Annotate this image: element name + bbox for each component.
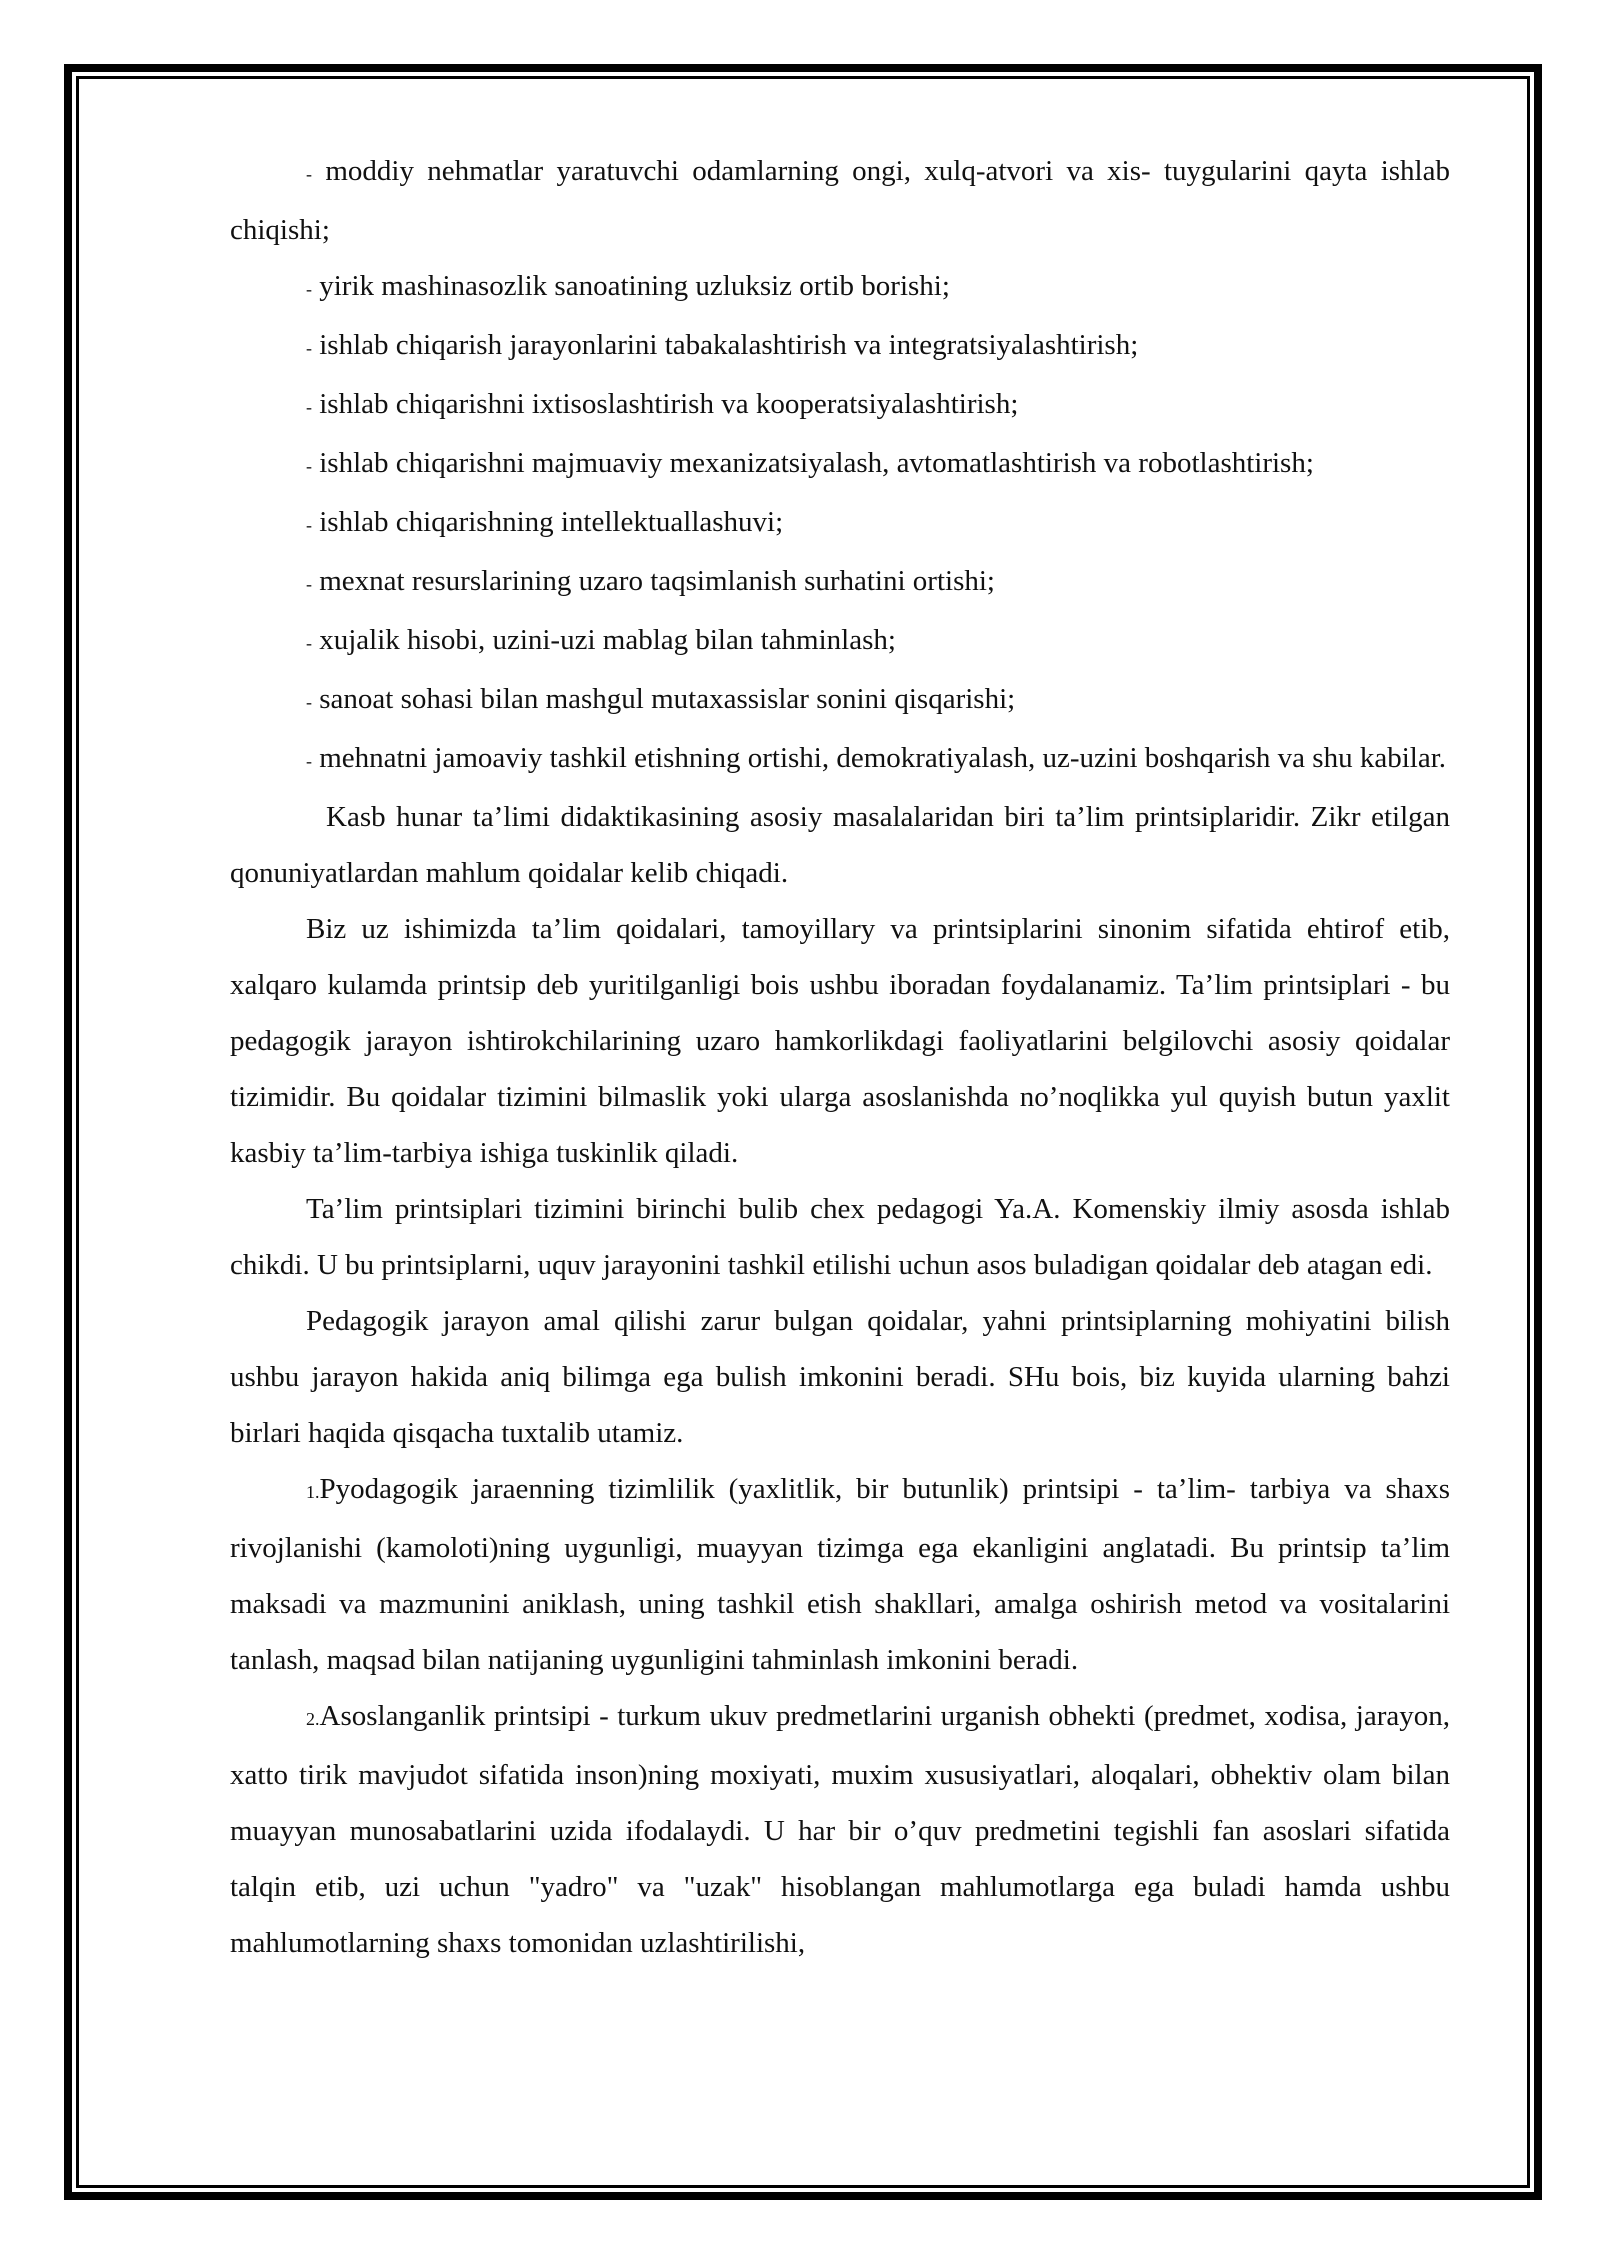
list-item: - moddiy nehmatlar yaratuvchi odamlarning ongi, xulq-atvori va xis- tuygularini qayta ishlab chiqishi; [230, 155, 1450, 246]
numbered-item: 2.Asoslanganlik printsipi - turkum ukuv predmetlarini urganish obhekti (predmet, xodisa, jarayon, xatto tirik mavjudot sifatida inson)ning moxiyati, muxim xususiyatlari, aloqalari, obhektiv olam bilan muayyan munosabatlarini uzida ifodalaydi. U har bir o’quv predmetini tegishli fan asoslari sifatida talqin etib, uzi uchun "yadro" va "uzak" hisoblangan mahlumotlarga ega buladi hamda ushbu mahlumotlarning shaxs tomonidan uzlashtirilishi, [230, 1700, 1450, 1959]
list-item: - sanoat sohasi bilan mashgul mutaxassislar sonini qisqarishi; [306, 683, 1016, 715]
list-item: - ishlab chiqarish jarayonlarini tabakalashtirish va integratsiyalashtirish; [306, 329, 1139, 361]
list-item: - ishlab chiqarishning intellektuallashuvi; [306, 506, 784, 538]
numbered-item: 1.Pyodagogik jaraenning tizimlilik (yaxlitlik, bir butunlik) printsipi - ta’lim- tarbiya va shaxs rivojlanishi (kamoloti)ning uygunligi, muayyan tizimga ega ekanligini anglatadi. Bu printsip ta’lim maksadi va mazmunini aniklash, uning tashkil etish shakllari, amalga oshirish metod va vositalarini tanlash, maqsad bilan natijaning uygunligini tahminlash imkonini beradi. [230, 1473, 1450, 1676]
paragraph: Kasb hunar ta’limi didaktikasining asosiy masalalaridan biri ta’lim printsiplaridir. Zikr etilgan qonuniyatlardan mahlum qoidalar kelib chiqadi. [230, 801, 1450, 889]
list-item: - mehnatni jamoaviy tashkil etishning ortishi, demokratiyalash, uz-uzini boshqarish va shu kabilar. [306, 742, 1447, 774]
list-item: - ishlab chiqarishni majmuaviy mexanizatsiyalash, avtomatlashtirish va robotlashtirish; [306, 447, 1314, 479]
page-content [230, 143, 1450, 1971]
paragraph: Ta’lim printsiplari tizimini birinchi bulib chex pedagogi Ya.A. Komenskiy ilmiy asosda ishlab chikdi. U bu printsiplarni, uquv jarayonini tashkil etilishi uchun asos buladigan qoidalar deb atagan edi. [230, 1193, 1450, 1281]
paragraph: Biz uz ishimizda ta’lim qoidalari, tamoyillary va printsiplarini sinonim sifatida ehtirof etib, xalqaro kulamda printsip deb yuritilganligi bois ushbu iboradan foydalanamiz. Ta’lim printsiplari - bu pedagogik jarayon ishtirokchilarining uzaro hamkorlikdagi faoliyatlarini belgilovchi asosiy qoidalar tizimidir. Bu qoidalar tizimini bilmaslik yoki ularga asoslanishda no’noqlikka yul quyish butun yaxlit kasbiy ta’lim-tarbiya ishiga tuskinlik qiladi. [230, 913, 1450, 1169]
list-item: - xujalik hisobi, uzini-uzi mablag bilan tahminlash; [306, 624, 896, 656]
list-item: - mexnat resurslarining uzaro taqsimlanish surhatini ortishi; [306, 565, 995, 597]
list-item: - ishlab chiqarishni ixtisoslashtirish va kooperatsiyalashtirish; [306, 388, 1019, 420]
list-item: - yirik mashinasozlik sanoatining uzluksiz ortib borishi; [306, 270, 950, 302]
paragraph: Pedagogik jarayon amal qilishi zarur bulgan qoidalar, yahni printsiplarning mohiyatini bilish ushbu jarayon hakida aniq bilimga ega bulish imkonini beradi. SHu bois, biz kuyida ularning bahzi birlari haqida qisqacha tuxtalib utamiz. [230, 1305, 1450, 1449]
